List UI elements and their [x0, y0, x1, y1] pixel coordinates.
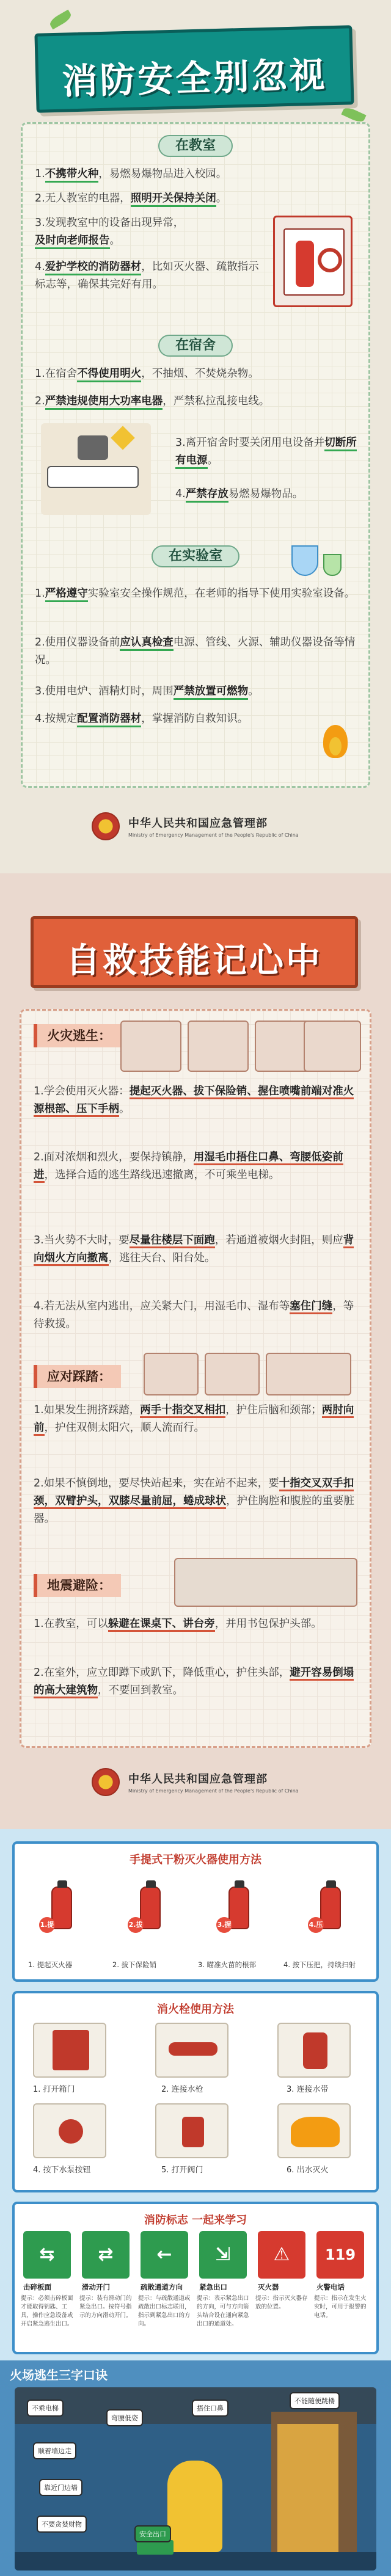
- list-item: 4.按规定配置消防器材，掌握消防自救知识。: [35, 710, 304, 728]
- fire-signs-panel: [12, 2202, 379, 2354]
- sign-description: 提示：指示灭火器存放的位置。: [255, 2295, 308, 2310]
- tip-bubble: 靠近门边墙: [39, 2479, 82, 2496]
- fire-equipment-section: [0, 1829, 391, 2576]
- sign-name: 火警电话: [316, 2283, 345, 2291]
- fire-extinguisher-sign-icon: ⚠: [258, 2231, 305, 2279]
- list-item: 2.严禁违规使用大功率电器，严禁私拉乱接电线。: [35, 393, 359, 410]
- evacuation-direction-sign-icon: ←: [141, 2231, 188, 2279]
- national-emblem-icon: [92, 1768, 120, 1796]
- ministry-name-en: Ministry of Emergency Management of the People's Republic of China: [128, 832, 299, 838]
- power-strip-illustration: [41, 423, 151, 515]
- step-caption: 3. 连接水带: [287, 2085, 329, 2094]
- extinguisher-panel: [12, 1841, 379, 1982]
- list-item: 4.若无法从室内逃出，应关紧大门，用湿毛巾、湿布等塞住门缝，等待救援。: [34, 1300, 354, 1330]
- list-item: 2.无人教室的电器，照明开关保持关闭。: [35, 190, 359, 208]
- ministry-name-en: Ministry of Emergency Management of the People's Republic of China: [128, 1788, 299, 1794]
- step-badge: 4.压: [308, 1917, 324, 1933]
- dorm-heading: 在宿舍: [158, 335, 233, 357]
- tip-bubble: 不能随便跳楼: [290, 2392, 340, 2409]
- self-rescue-card: [20, 1009, 371, 1748]
- escape-title: 火场逃生三字口诀: [10, 2368, 108, 2382]
- hydrant-step-illustration: [33, 2103, 106, 2158]
- list-item: 1.在宿舍不得使用明火，不抽烟、不焚烧杂物。: [35, 365, 359, 383]
- hydrant-step-illustration: [277, 2103, 351, 2158]
- trample-heading: 应对踩踏：: [34, 1365, 121, 1388]
- sign-name: 灭火器: [258, 2283, 279, 2291]
- sign-description: 提示：装有滑动门的紧急出口。按符号指示的方向滑动开门。: [79, 2295, 132, 2319]
- trample-illustration: [266, 1353, 351, 1395]
- list-item: 2.在室外，应立即蹲下或趴下，降低重心，护住头部，避开容易倒塌的高大建筑物，不要回到教室。: [34, 1664, 361, 1700]
- fire-cabinet-illustration: [273, 216, 353, 307]
- step-caption: 1. 提起灭火器: [28, 1960, 73, 1969]
- tip-bubble: 不要贪婪财物: [37, 2516, 87, 2533]
- national-emblem-icon: [92, 812, 120, 840]
- hydrant-step-illustration: [155, 2103, 228, 2158]
- step-caption: 5. 打开阀门: [161, 2166, 203, 2175]
- title-banner: [34, 25, 354, 113]
- sign-name: 疏散通道方向: [141, 2283, 183, 2291]
- hydrant-panel: [12, 1991, 379, 2192]
- list-item: 1.在教室，可以躲避在课桌下、讲台旁，并用书包保护头部。: [34, 1615, 361, 1633]
- hydrant-step-illustration: [277, 2023, 351, 2078]
- list-item: 1.学会使用灭火器：提起灭火器、拔下保险销、握住喷嘴前端对准火源根部、压下手柄。: [34, 1083, 361, 1118]
- tip-bubble: 捂住口鼻: [192, 2400, 228, 2417]
- hydrant-step-illustration: [155, 2023, 228, 2078]
- page-title: 消防安全别忽视: [61, 54, 328, 103]
- section-title: 自救技能记心中: [66, 941, 323, 981]
- fire-safety-section: [0, 0, 391, 873]
- list-item: 2.面对浓烟和烈火，要保持镇静，用湿毛巾捂住口鼻、弯腰低姿前进，选择合适的逃生路线迅速撤离，不可乘坐电梯。: [34, 1149, 361, 1184]
- step-caption: 6. 出水灭火: [287, 2166, 329, 2175]
- step-caption: 1. 打开箱门: [33, 2085, 75, 2094]
- extinguisher-title: 手提式干粉灭火器使用方法: [130, 1854, 261, 1866]
- sign-name: 滑动开门: [82, 2283, 110, 2291]
- step-badge: 1.提: [39, 1917, 55, 1933]
- trample-illustration: [205, 1353, 260, 1395]
- step-caption: 2. 拔下保险销: [112, 1960, 157, 1969]
- extinguisher-step-illustration: [120, 1021, 181, 1072]
- tip-bubble: 弯腰低姿: [106, 2409, 143, 2426]
- sliding-door-sign-icon: ⇄: [82, 2231, 130, 2279]
- earthquake-heading: 地震避险：: [34, 1574, 121, 1597]
- step-badge: 3.握: [216, 1917, 232, 1933]
- extinguisher-step-illustration: [304, 1021, 361, 1072]
- sign-description: 提示：必须击碎板面才能取得钥匙、工具，操作应急设备或开启紧急逃生出口。: [21, 2295, 73, 2327]
- hydrant-step-illustration: [33, 2023, 106, 2078]
- list-item: 4.严禁存放易燃易爆物品。: [175, 486, 359, 503]
- ministry-logo: [92, 812, 299, 840]
- escape-scene-illustration: [15, 2387, 376, 2571]
- list-item: 1.如果发生拥挤踩踏，两手十指交叉相扣，护住后脑和颈部；两肘向前，护住双侧太阳穴，顺人流而行。: [34, 1402, 361, 1437]
- sign-description: 提示：表示紧急出口的方向，可与方向箭头结合设在通向紧急出口的通道处。: [197, 2295, 249, 2327]
- fire-phone-sign-icon: 119: [316, 2231, 364, 2279]
- exit-sign-icon: 安全出口: [134, 2525, 171, 2542]
- list-item: 3.当火势不大时，要尽量往楼层下面跑，若通道被烟火封阻，则应背向烟火方向撤离，逃往天台、阳台处。: [34, 1232, 361, 1267]
- step-caption: 2. 连接水枪: [161, 2085, 203, 2094]
- escape-tips-panel: [0, 2360, 391, 2576]
- leaf-decoration: [48, 10, 73, 30]
- list-item: 3.使用电炉、酒精灯时，周围严禁放置可燃物。: [35, 683, 359, 700]
- ministry-name: 中华人民共和国应急管理部: [128, 1773, 268, 1786]
- ministry-name: 中华人民共和国应急管理部: [128, 817, 268, 830]
- list-item: 3.发现教室中的设备出现异常， 及时向老师报告。: [35, 214, 359, 250]
- title-banner: [31, 916, 358, 988]
- list-item: 2.如果不慎倒地，要尽快站起来，实在站不起来，要十指交叉双手扣颈，双臂护头，双膝尽量前屈，蜷成球状，护住胸腔和腹腔的重要脏器。: [34, 1477, 354, 1525]
- list-item: 2.使用仪器设备前应认真检查电源、管线、火源、辅助仪器设备等情况。: [35, 636, 356, 666]
- sign-name: 紧急出口: [199, 2283, 227, 2291]
- step-caption: 3. 瞄准火苗的根部: [198, 1960, 257, 1969]
- tip-bubble: 不乘电梯: [27, 2400, 64, 2417]
- lab-flask-illustration: [279, 539, 353, 582]
- signs-title: 消防标志 一起来学习: [144, 2214, 247, 2227]
- list-item: 1.严格遵守实验室安全操作规范，在老师的指导下使用实验室设备。: [35, 585, 359, 603]
- trample-illustration: [144, 1353, 199, 1395]
- hydrant-title: 消火栓使用方法: [157, 2003, 234, 2016]
- tip-bubble: 顺着墙边走: [33, 2442, 76, 2459]
- cracked-ground-illustration: [174, 1558, 357, 1607]
- lab-heading: 在实验室: [152, 545, 239, 567]
- list-item: 4.爱护学校的消防器材，比如灭火器、疏散指示标志等，确保其完好有用。: [35, 261, 259, 291]
- fire-escape-heading: 火灾逃生：: [34, 1024, 121, 1047]
- list-item: 1.不携带火种，易燃易爆物品进入校园。: [35, 166, 359, 183]
- step-caption: 4. 按下压把，持续扫射: [283, 1960, 356, 1969]
- ministry-logo: [92, 1768, 299, 1796]
- extinguisher-step-illustration: [188, 1021, 249, 1072]
- step-badge: 2.拔: [128, 1917, 144, 1933]
- emergency-exit-sign-icon: ⇲: [199, 2231, 247, 2279]
- classroom-heading: 在教室: [158, 135, 233, 157]
- leaf-decoration: [341, 106, 366, 125]
- step-caption: 4. 按下水泵按钮: [33, 2166, 91, 2175]
- sign-description: 提示：指示在发生火灾时，可用于报警的电话。: [314, 2295, 367, 2319]
- flame-illustration: [310, 716, 359, 765]
- self-rescue-section: [0, 873, 391, 1829]
- sign-description: 提示：与疏散通道或疏散出口标志联用，指示到紧急出口的方向。: [138, 2295, 191, 2327]
- sign-name: 击碎板面: [23, 2283, 51, 2291]
- safety-card: [21, 122, 370, 788]
- list-item: 3.离开宿舍时要关闭用电设备并切断所有电源。: [175, 434, 359, 470]
- break-panel-sign-icon: ⇆: [23, 2231, 71, 2279]
